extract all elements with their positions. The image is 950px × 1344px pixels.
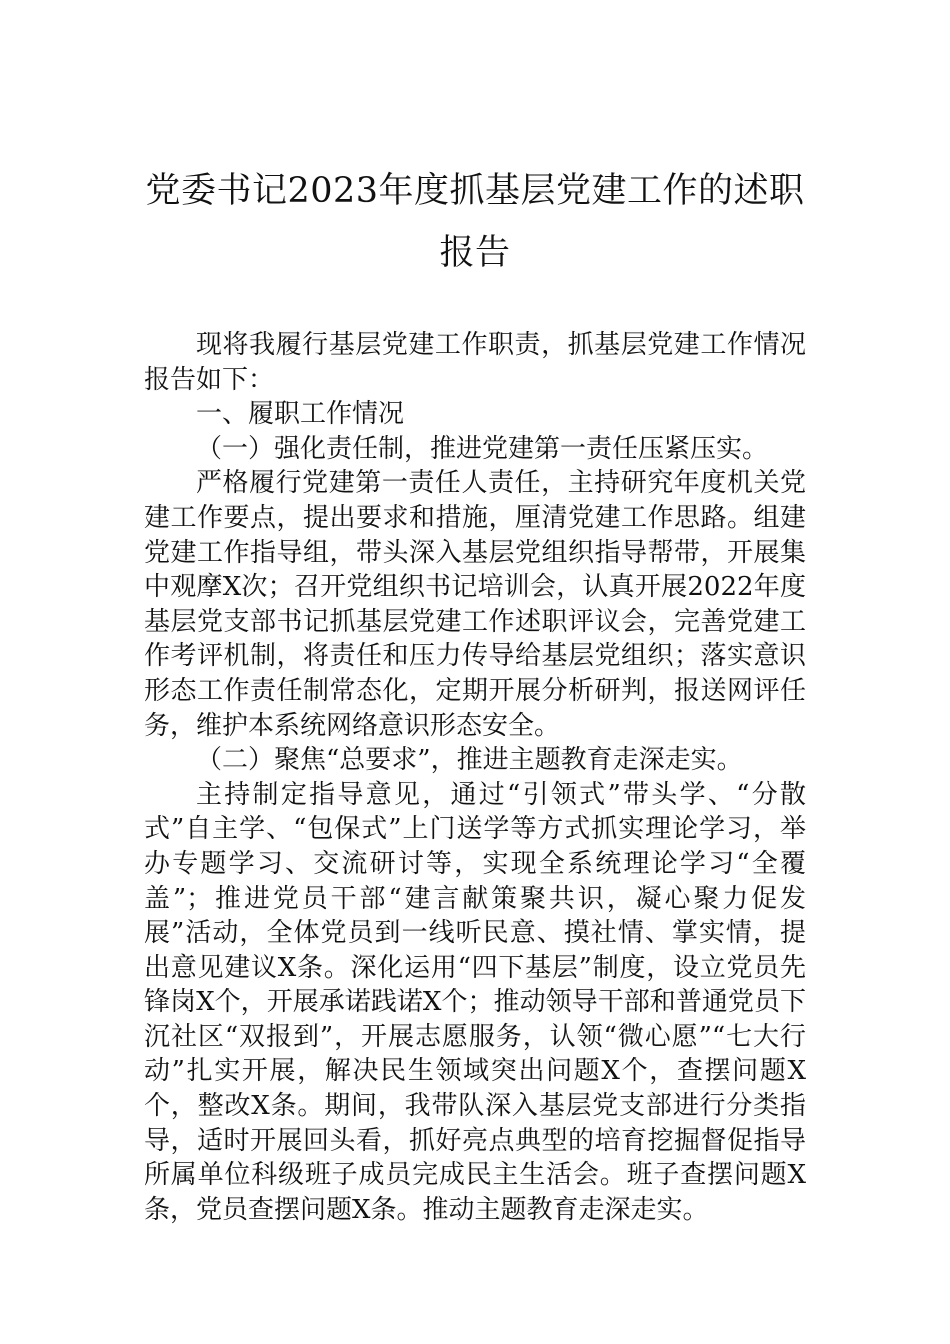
section-heading-1: 一、履职工作情况 bbox=[196, 399, 405, 430]
subsection-paragraph-2: 主持制定指导意见，通过“引领式”带头学、“分散式”自主学、“包保式”上门送学等方式抓实理论学习，举办专题学习、交流研讨等，实现全系统理论学习“全覆盖”；推进党员干部“建言献策聚共识，凝心聚力促发展”活动，全体党员到一线听民意、摸社情、掌实情，提出意见建议X条。深化运用“四下基层”制度，设立党员先锋岗X个，开展承诺践诺X个；推动领导干部和普通党员下沉社区“双报到”，开展志愿服务，认领“微心愿”“七大行动”扎实开展，解决民生领域突出问题X个，查摆问题X个，整改X条。期间，我带队深入基层党支部进行分类指导，适时开展回头看，抓好亮点典型的培育挖掘督促指导所属单位科级班子成员完成民主生活会。班子查摆问题X条，党员查摆问题X条。推动主题教育走深走实。 bbox=[144, 779, 806, 1225]
subsection-heading-1: （一）强化责任制，推进党建第一责任压紧压实。 bbox=[196, 433, 769, 464]
intro-paragraph: 现将我履行基层党建工作职责，抓基层党建工作情况报告如下： bbox=[144, 330, 806, 395]
subsection-paragraph-1: 严格履行党建第一责任人责任，主持研究年度机关党建工作要点，提出要求和措施，厘清党建工作思路。组建党建工作指导组，带头深入基层党组织指导帮带，开展集中观摩X次；召开党组织书记培训会，认真开展2022年度基层党支部书记抓基层党建工作述职评议会，完善党建工作考评机制，将责任和压力传导给基层党组织；落实意识形态工作责任制常态化，定期开展分析研判，报送网评任务，维护本系统网络意识形态安全。 bbox=[144, 468, 806, 741]
subsection-heading-2: （二）聚焦“总要求”，推进主题教育走深走实。 bbox=[196, 745, 743, 776]
document-body bbox=[144, 328, 806, 1227]
document-title bbox=[100, 160, 850, 284]
title-line-1: 党委书记2023年度抓基层党建工作的述职 bbox=[145, 171, 805, 211]
title-line-2: 报告 bbox=[439, 233, 511, 273]
